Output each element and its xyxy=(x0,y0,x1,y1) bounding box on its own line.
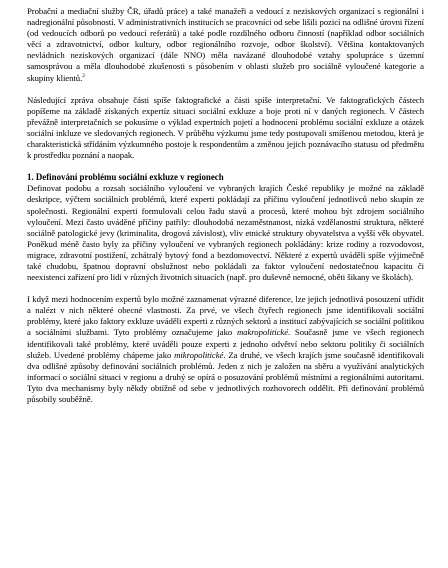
paragraph-gap xyxy=(27,283,424,294)
paragraph-exclusion-definition: Definovat podobu a rozsah sociálního vyloučení ve vybraných krajích České republiky je možné na základě deskripce, výčtem sociálních problémů, které experti pokládají za příčinu vyloučení jednotlivců nebo skupin ze společnosti. Regionální experti formulovali celou řadu stavů a procesů, které mohou být zdrojem sociálního vyloučení. Mezi často uváděné příčiny patřily: dlouhodobá nezaměstnanost, nízká vzdělanostní struktura, některé sociálně patologické jevy (kriminalita, drogová závislost), vliv etnické struktury obyvatelstva a vyšší věk obyvatel. Poněkud méně často byly za příčiny vyloučení ve vybraných regionech pokládány: krize rodiny a rozvodovost, migrace, zdravotní postižení, zchátralý bytový fond a bezdomovectví. Některé z expertů uváděli spíše výjimečně také chudobu, špatnou dopravní obslužnost nebo pokládali za faktor vyloučení nedostatečnou kapacitu či neexistenci zařízení pro lidi v různých životních situacích (např. pro duševně nemocné, oběti šikany ve školách). xyxy=(27,183,424,283)
paragraph-expert-assessment-part-2: . Současně jsme ve všech regionech identifikovali také problémy, které uváděli pouze experti z jednoho odvětví nebo sektoru politiky či sociálních služeb. Uvedené problémy chápeme jako xyxy=(27,327,424,360)
section-heading: 1. Definování problému sociální exkluze v regionech xyxy=(27,172,224,183)
footnote-marker[interactable]: 2 xyxy=(82,72,85,79)
paragraph-report-structure: Následující zpráva obsahuje části spíše faktografické a části spíše interpretační. Ve faktografických částech popíšeme na základě získaných expertíz situaci sociální exkluze a boje proti ní v daných regionech. V částech převážně interpretačních se pokusíme o výklad expertních pojetí a hodnocení problému sociální exkluze a otázek sociální inkluze ve sledovaných regionech. V průběhu výzkumu jsme tedy postupovali smíšenou metodou, která je charakteristická střídáním výzkumného postoje k respondentům a změnou jejich poznávacího statusu od předmětu k prostředku poznání a naopak. xyxy=(27,94,424,161)
paragraph-gap xyxy=(27,161,424,172)
paragraph-expert-assessment-part-1: I když mezi hodnocením expertů bylo možné zaznamenat výrazné diference, lze jejich jednotlivá posouzení utřídit a nalézt v nich některé obecné vlastnosti. Za prvé, ve všech čtyřech regionech jsme identifikovali sociální problémy, které jako faktory exkluze uváděli experti z různých sektorů a institucí zabývajících se sociální politikou a sociálními službami. Tyto problémy označujeme jako xyxy=(27,294,424,338)
paragraph-participants xyxy=(27,6,424,84)
term-macropolitical: makropolitické xyxy=(236,327,289,338)
term-micropolitical: mikropolitické xyxy=(174,349,224,360)
paragraph-expert-assessment xyxy=(27,294,424,405)
paragraph-gap xyxy=(27,84,424,95)
paragraph-expert-assessment-part-3: . Za druhé, ve všech krajích jsme současně identifikovali dva odlišné způsoby definování sociálních problémů. Jeden z nich je založen na sběru a využívání analytických informací o sociální situaci v regionu a druhý se opírá o posuzování problémů místními a regionálními autoritami. Tyto dva mechanismy byly někdy obtížně od sebe v jednotlivých rozhovorech oddělit. Při definování problémů působily souběžně. xyxy=(27,349,424,404)
paragraph-participants-text: Probační a mediační služby ČR, úřadů práce) a také manažeři a vedoucí z neziskových organizací s regionální i nadregionální působností. V administrativních institucích se pracovníci od sebe lišili pozicí na odlišné úrovni řízení (od vedoucích odborů po vedoucí referátů) a také podle rozdílného odboru činností (například odbor sociálních věcí a zdravotnictví, odbor kultury, odbor regionálního rozvoje, odbor školství). Většina kontaktovaných nevládních neziskových organizací (dále NNO) měla navázané dlouhodobé vztahy spolupráce s územní samosprávou a měla dlouhodobé zkušenosti s působením v oblasti služeb pro sociálně vyloučené kategorie a skupiny klientů. xyxy=(27,6,424,83)
